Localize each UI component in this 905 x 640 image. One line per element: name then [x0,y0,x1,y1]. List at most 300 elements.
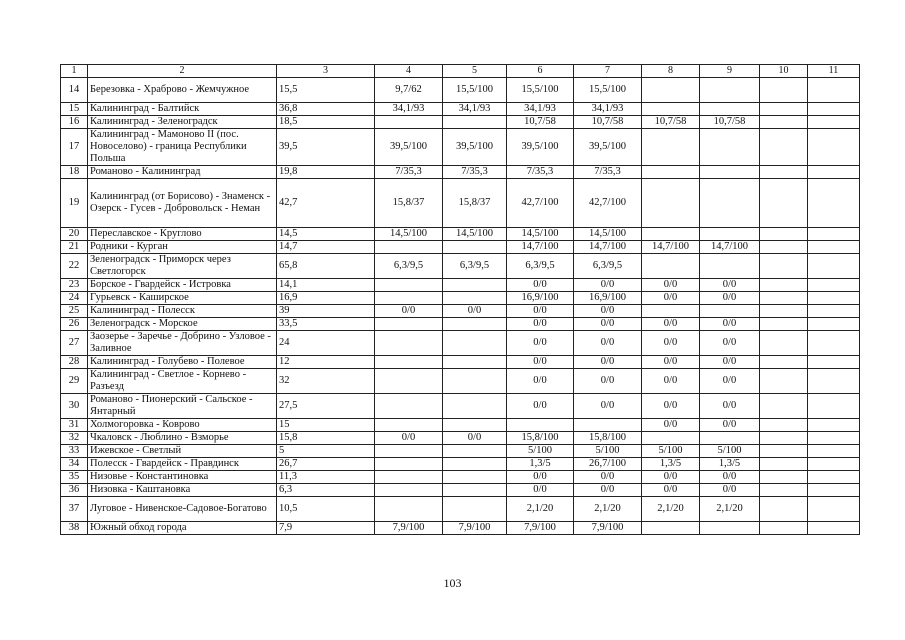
col-11-value [808,419,860,432]
road-length: 32 [277,369,375,394]
row-number: 20 [61,228,88,241]
col-10-value [760,166,808,179]
col-11-value [808,318,860,331]
table-row [61,179,860,228]
col-9-value [700,432,760,445]
col-8-value: 0/0 [642,356,700,369]
col-8-value: 0/0 [642,369,700,394]
col-5-value: 7,9/100 [443,522,507,535]
col-11-value [808,129,860,166]
col-5-value [443,318,507,331]
road-name: Березовка - Храброво - Жемчужное [88,78,277,103]
col-9-value: 0/0 [700,369,760,394]
col-9-value: 0/0 [700,471,760,484]
road-name: Переславское - Круглово [88,228,277,241]
col-9-value: 0/0 [700,394,760,419]
col-8-value [642,78,700,103]
row-number: 25 [61,305,88,318]
col-10-value [760,331,808,356]
col-6-value: 0/0 [507,279,574,292]
table-row [61,292,860,305]
col-4-value: 6,3/9,5 [375,254,443,279]
col-4-value: 34,1/93 [375,103,443,116]
table-row [61,497,860,522]
col-4-value: 9,7/62 [375,78,443,103]
col-8-value [642,254,700,279]
road-name: Борское - Гвардейск - Истровка [88,279,277,292]
road-name: Заозерье - Заречье - Добрино - Узловое - Заливное [88,331,277,356]
col-5-value [443,497,507,522]
col-6-value: 7,9/100 [507,522,574,535]
road-name: Калининград - Голубево - Полевое [88,356,277,369]
road-table [60,64,860,535]
col-10-value [760,254,808,279]
road-length: 24 [277,331,375,356]
row-number: 19 [61,179,88,228]
col-9-value [700,166,760,179]
road-name: Родники - Курган [88,241,277,254]
col-9-value [700,179,760,228]
table-row [61,241,860,254]
col-10-value [760,471,808,484]
col-7-value: 15,5/100 [574,78,642,103]
road-length: 15,5 [277,78,375,103]
col-5-value: 6,3/9,5 [443,254,507,279]
road-name: Зеленоградск - Морское [88,318,277,331]
table-row [61,279,860,292]
col-9-value: 5/100 [700,445,760,458]
row-number: 32 [61,432,88,445]
col-11-value [808,458,860,471]
row-number: 37 [61,497,88,522]
road-name: Ижевское - Светлый [88,445,277,458]
road-name: Южный обход города [88,522,277,535]
col-9-value: 2,1/20 [700,497,760,522]
col-9-value: 0/0 [700,356,760,369]
col-6-value: 0/0 [507,305,574,318]
col-6-value: 0/0 [507,318,574,331]
col-5-value [443,116,507,129]
col-7-value: 2,1/20 [574,497,642,522]
col-9-value: 0/0 [700,279,760,292]
col-8-value [642,103,700,116]
col-9-value [700,228,760,241]
col-10-value [760,394,808,419]
row-number: 36 [61,484,88,497]
col-11-value [808,241,860,254]
table-row [61,116,860,129]
table-row [61,331,860,356]
col-8-value [642,179,700,228]
col-6-value: 14,5/100 [507,228,574,241]
column-header: 4 [375,65,443,78]
column-header: 6 [507,65,574,78]
col-9-value: 0/0 [700,318,760,331]
col-11-value [808,78,860,103]
row-number: 16 [61,116,88,129]
table-row [61,356,860,369]
column-header: 8 [642,65,700,78]
col-11-value [808,369,860,394]
col-8-value: 0/0 [642,318,700,331]
road-length: 15 [277,419,375,432]
col-7-value: 0/0 [574,318,642,331]
table-row [61,458,860,471]
col-6-value: 15,8/100 [507,432,574,445]
col-4-value [375,331,443,356]
road-name: Полесск - Гвардейск - Правдинск [88,458,277,471]
col-11-value [808,432,860,445]
col-10-value [760,279,808,292]
col-8-value: 1,3/5 [642,458,700,471]
road-length: 39,5 [277,129,375,166]
road-length: 36,8 [277,103,375,116]
col-10-value [760,129,808,166]
col-6-value: 15,5/100 [507,78,574,103]
col-4-value [375,445,443,458]
col-7-value: 39,5/100 [574,129,642,166]
page-number: 103 [443,576,462,590]
col-8-value [642,228,700,241]
col-4-value [375,292,443,305]
col-5-value: 0/0 [443,305,507,318]
col-9-value: 0/0 [700,292,760,305]
col-11-value [808,356,860,369]
road-length: 19,8 [277,166,375,179]
road-length: 33,5 [277,318,375,331]
col-4-value: 39,5/100 [375,129,443,166]
col-11-value [808,497,860,522]
col-7-value: 0/0 [574,369,642,394]
col-11-value [808,292,860,305]
table-row [61,318,860,331]
col-7-value: 0/0 [574,331,642,356]
row-number: 38 [61,522,88,535]
col-9-value: 10,7/58 [700,116,760,129]
column-header: 2 [88,65,277,78]
col-6-value: 16,9/100 [507,292,574,305]
col-5-value [443,241,507,254]
col-4-value [375,394,443,419]
col-11-value [808,331,860,356]
road-name: Гурьевск - Каширское [88,292,277,305]
column-header: 10 [760,65,808,78]
col-11-value [808,179,860,228]
col-8-value: 0/0 [642,484,700,497]
row-number: 35 [61,471,88,484]
header-row [61,65,860,78]
row-number: 14 [61,78,88,103]
col-6-value: 14,7/100 [507,241,574,254]
col-9-value: 0/0 [700,419,760,432]
row-number: 23 [61,279,88,292]
col-6-value [507,419,574,432]
col-7-value: 34,1/93 [574,103,642,116]
col-11-value [808,254,860,279]
col-11-value [808,445,860,458]
col-9-value [700,305,760,318]
col-9-value [700,522,760,535]
col-11-value [808,522,860,535]
col-11-value [808,484,860,497]
col-7-value: 15,8/100 [574,432,642,445]
table-row [61,369,860,394]
col-10-value [760,497,808,522]
road-name: Калининград - Зеленоградск [88,116,277,129]
col-7-value: 14,7/100 [574,241,642,254]
col-10-value [760,228,808,241]
col-10-value [760,305,808,318]
row-number: 30 [61,394,88,419]
col-6-value: 0/0 [507,331,574,356]
road-length: 5 [277,445,375,458]
col-10-value [760,445,808,458]
col-8-value [642,129,700,166]
column-header: 9 [700,65,760,78]
col-6-value: 0/0 [507,356,574,369]
road-name: Романово - Пионерский - Сальское - Янтарный [88,394,277,419]
row-number: 26 [61,318,88,331]
col-7-value: 0/0 [574,394,642,419]
col-6-value: 34,1/93 [507,103,574,116]
col-8-value: 10,7/58 [642,116,700,129]
col-4-value: 7/35,3 [375,166,443,179]
road-length: 11,3 [277,471,375,484]
row-number: 22 [61,254,88,279]
road-length: 15,8 [277,432,375,445]
col-7-value [574,419,642,432]
row-number: 29 [61,369,88,394]
col-5-value: 7/35,3 [443,166,507,179]
col-5-value [443,484,507,497]
col-7-value: 14,5/100 [574,228,642,241]
road-length: 26,7 [277,458,375,471]
col-7-value: 26,7/100 [574,458,642,471]
col-11-value [808,471,860,484]
col-6-value: 0/0 [507,484,574,497]
col-6-value: 6,3/9,5 [507,254,574,279]
road-name: Калининград (от Борисово) - Знаменск - Озерск - Гусев - Добровольск - Неман [88,179,277,228]
table-row [61,228,860,241]
row-number: 15 [61,103,88,116]
road-name: Романово - Калининград [88,166,277,179]
col-4-value [375,116,443,129]
col-8-value: 2,1/20 [642,497,700,522]
col-8-value: 0/0 [642,331,700,356]
col-8-value: 0/0 [642,419,700,432]
col-8-value [642,305,700,318]
col-4-value: 0/0 [375,432,443,445]
col-6-value: 2,1/20 [507,497,574,522]
col-9-value: 0/0 [700,331,760,356]
col-5-value [443,419,507,432]
road-length: 65,8 [277,254,375,279]
road-length: 14,5 [277,228,375,241]
col-7-value: 5/100 [574,445,642,458]
col-7-value: 0/0 [574,471,642,484]
col-10-value [760,356,808,369]
road-length: 39 [277,305,375,318]
col-5-value [443,394,507,419]
row-number: 18 [61,166,88,179]
road-length: 14,1 [277,279,375,292]
col-10-value [760,522,808,535]
col-6-value: 10,7/58 [507,116,574,129]
col-11-value [808,228,860,241]
road-name: Холмогоровка - Коврово [88,419,277,432]
row-number: 33 [61,445,88,458]
row-number: 31 [61,419,88,432]
col-4-value [375,484,443,497]
col-4-value [375,369,443,394]
table-row [61,78,860,103]
col-5-value: 14,5/100 [443,228,507,241]
col-9-value: 14,7/100 [700,241,760,254]
col-9-value: 1,3/5 [700,458,760,471]
col-5-value [443,471,507,484]
col-9-value [700,103,760,116]
col-7-value: 0/0 [574,279,642,292]
col-10-value [760,484,808,497]
col-6-value: 1,3/5 [507,458,574,471]
col-5-value [443,458,507,471]
col-4-value: 14,5/100 [375,228,443,241]
road-length: 12 [277,356,375,369]
col-5-value [443,292,507,305]
col-5-value [443,356,507,369]
col-11-value [808,103,860,116]
col-10-value [760,116,808,129]
road-name: Калининград - Полесск [88,305,277,318]
col-9-value [700,129,760,166]
col-6-value: 5/100 [507,445,574,458]
col-10-value [760,292,808,305]
col-5-value [443,445,507,458]
col-7-value: 16,9/100 [574,292,642,305]
col-6-value: 39,5/100 [507,129,574,166]
col-10-value [760,318,808,331]
road-name: Чкаловск - Люблино - Взморье [88,432,277,445]
road-length: 27,5 [277,394,375,419]
road-length: 16,9 [277,292,375,305]
col-7-value: 0/0 [574,484,642,497]
col-4-value: 0/0 [375,305,443,318]
table-row [61,394,860,419]
col-7-value: 42,7/100 [574,179,642,228]
column-header: 7 [574,65,642,78]
row-number: 28 [61,356,88,369]
col-4-value [375,458,443,471]
col-8-value [642,522,700,535]
col-10-value [760,419,808,432]
table-row [61,166,860,179]
table-row [61,129,860,166]
col-7-value: 0/0 [574,356,642,369]
col-4-value: 7,9/100 [375,522,443,535]
row-number: 17 [61,129,88,166]
col-7-value: 7/35,3 [574,166,642,179]
col-7-value: 10,7/58 [574,116,642,129]
table-row [61,254,860,279]
col-10-value [760,432,808,445]
road-length: 14,7 [277,241,375,254]
road-name: Низовье - Константиновка [88,471,277,484]
road-name: Калининград - Балтийск [88,103,277,116]
table-row [61,419,860,432]
col-4-value [375,241,443,254]
col-10-value [760,179,808,228]
col-8-value [642,166,700,179]
col-5-value: 39,5/100 [443,129,507,166]
col-9-value: 0/0 [700,484,760,497]
column-header: 11 [808,65,860,78]
col-9-value [700,78,760,103]
col-8-value: 5/100 [642,445,700,458]
col-4-value [375,419,443,432]
col-7-value: 7,9/100 [574,522,642,535]
row-number: 27 [61,331,88,356]
col-4-value [375,356,443,369]
table-row [61,471,860,484]
table-row [61,103,860,116]
road-name: Калининград - Мамоново II (пос. Новоселово) - граница Республики Польша [88,129,277,166]
col-8-value: 0/0 [642,292,700,305]
row-number: 24 [61,292,88,305]
col-8-value: 0/0 [642,471,700,484]
road-length: 7,9 [277,522,375,535]
table-row [61,305,860,318]
table-row [61,522,860,535]
col-5-value: 34,1/93 [443,103,507,116]
road-length: 42,7 [277,179,375,228]
col-11-value [808,394,860,419]
col-11-value [808,166,860,179]
col-10-value [760,241,808,254]
col-5-value: 0/0 [443,432,507,445]
table-row [61,445,860,458]
col-8-value [642,432,700,445]
col-5-value: 15,5/100 [443,78,507,103]
col-4-value [375,497,443,522]
col-8-value: 0/0 [642,279,700,292]
col-10-value [760,103,808,116]
col-4-value: 15,8/37 [375,179,443,228]
col-5-value [443,279,507,292]
row-number: 34 [61,458,88,471]
col-6-value: 7/35,3 [507,166,574,179]
col-8-value: 0/0 [642,394,700,419]
road-length: 18,5 [277,116,375,129]
col-10-value [760,78,808,103]
col-7-value: 6,3/9,5 [574,254,642,279]
column-header: 1 [61,65,88,78]
col-4-value [375,318,443,331]
col-5-value [443,369,507,394]
col-6-value: 0/0 [507,471,574,484]
col-7-value: 0/0 [574,305,642,318]
col-6-value: 0/0 [507,394,574,419]
road-length: 6,3 [277,484,375,497]
road-length: 10,5 [277,497,375,522]
col-5-value: 15,8/37 [443,179,507,228]
road-name: Низовка - Каштановка [88,484,277,497]
col-11-value [808,116,860,129]
column-header: 3 [277,65,375,78]
col-5-value [443,331,507,356]
col-10-value [760,369,808,394]
row-number: 21 [61,241,88,254]
col-11-value [808,279,860,292]
